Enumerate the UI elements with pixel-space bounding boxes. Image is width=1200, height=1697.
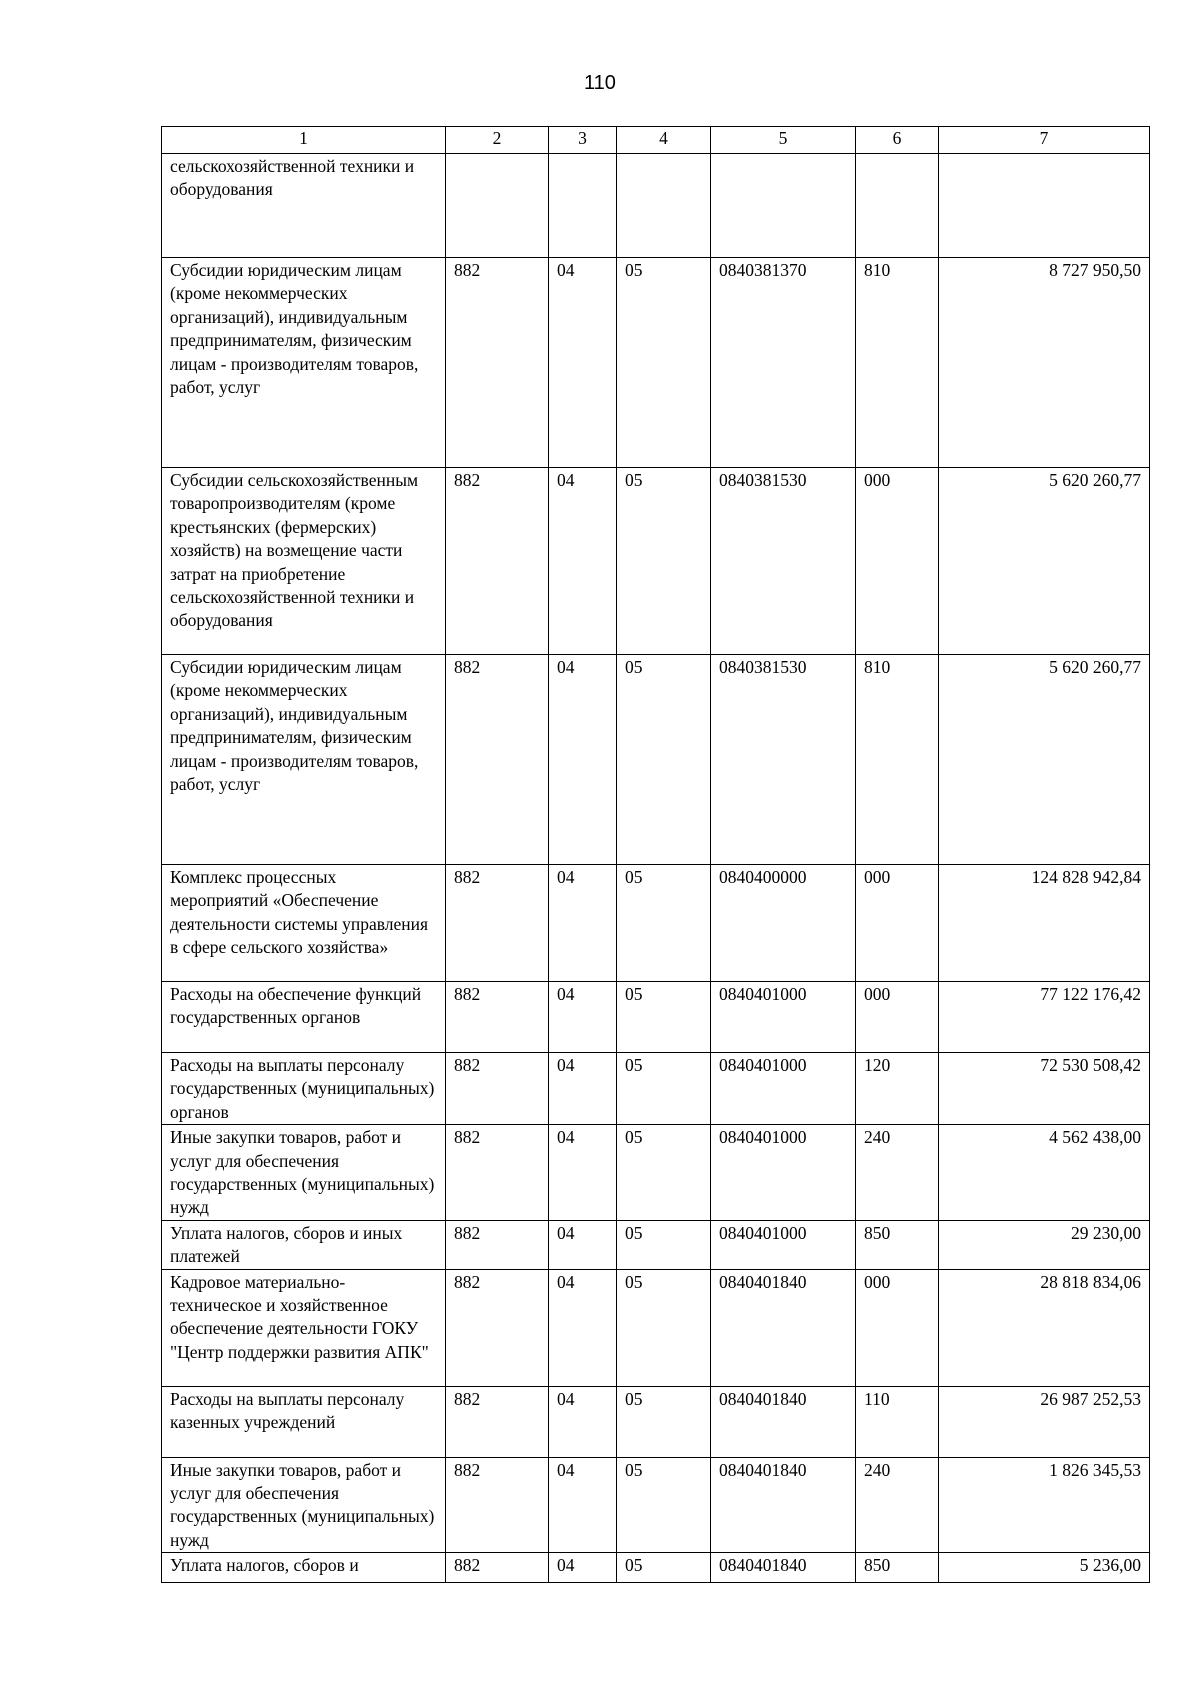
- section-code: 04: [549, 1125, 617, 1221]
- page-number: 110: [584, 72, 616, 94]
- ministry-code: 882: [446, 258, 549, 468]
- ministry-code: 882: [446, 865, 549, 982]
- subsection-code: 05: [617, 1053, 711, 1125]
- target-article-code: 0840401840: [711, 1457, 856, 1553]
- subsection-code: 05: [617, 982, 711, 1053]
- subsection-code: 05: [617, 1125, 711, 1221]
- section-code: 04: [549, 468, 617, 655]
- subsection-code: 05: [617, 1220, 711, 1269]
- ministry-code: 882: [446, 1053, 549, 1125]
- subsection-code: 05: [617, 1553, 711, 1583]
- table-row: [162, 154, 1150, 258]
- amount: 4 562 438,00: [939, 1125, 1150, 1221]
- expense-type-code: 000: [856, 1269, 939, 1386]
- table-row: [162, 1125, 1150, 1221]
- subsection-code: 05: [617, 1457, 711, 1553]
- subsection-code: 05: [617, 865, 711, 982]
- row-name: Субсидии сельскохозяйственным товаропроизводителям (кроме крестьянских (фермерских) хозяйств) на возмещение части затрат на приобретение сельскохозяйственной техники и оборудования: [162, 468, 446, 655]
- row-name: Иные закупки товаров, работ и услуг для обеспечения государственных (муниципальных) нужд: [162, 1125, 446, 1221]
- target-article-code: 0840401840: [711, 1553, 856, 1583]
- table-row: [162, 468, 1150, 655]
- row-name: Расходы на обеспечение функций государственных органов: [162, 982, 446, 1053]
- column-header: 7: [939, 127, 1150, 154]
- target-article-code: 0840381370: [711, 258, 856, 468]
- column-header: 1: [162, 127, 446, 154]
- table-row: [162, 1220, 1150, 1269]
- amount: 5 620 260,77: [939, 468, 1150, 655]
- table-header-row: [162, 127, 1150, 154]
- column-header: 5: [711, 127, 856, 154]
- section-code: 04: [549, 1386, 617, 1457]
- section-code: 04: [549, 865, 617, 982]
- ministry-code: 882: [446, 1386, 549, 1457]
- target-article-code: 0840401000: [711, 1125, 856, 1221]
- section-code: 04: [549, 1053, 617, 1125]
- ministry-code: 882: [446, 1553, 549, 1583]
- ministry-code: 882: [446, 1220, 549, 1269]
- table-row: [162, 258, 1150, 468]
- row-name: Субсидии юридическим лицам (кроме некоммерческих организаций), индивидуальным предпринимателям, физическим лицам - производителям товаров, работ, услуг: [162, 258, 446, 468]
- column-header: 6: [856, 127, 939, 154]
- section-code: 04: [549, 655, 617, 865]
- expense-type-code: 850: [856, 1220, 939, 1269]
- amount: 72 530 508,42: [939, 1053, 1150, 1125]
- column-header: 2: [446, 127, 549, 154]
- row-name: Иные закупки товаров, работ и услуг для обеспечения государственных (муниципальных) нужд: [162, 1457, 446, 1553]
- amount: 124 828 942,84: [939, 865, 1150, 982]
- expense-type-code: [856, 154, 939, 258]
- target-article-code: 0840400000: [711, 865, 856, 982]
- row-name: сельскохозяйственной техники и оборудования: [162, 154, 446, 258]
- amount: 1 826 345,53: [939, 1457, 1150, 1553]
- ministry-code: 882: [446, 655, 549, 865]
- subsection-code: 05: [617, 655, 711, 865]
- row-name: Расходы на выплаты персоналу государственных (муниципальных) органов: [162, 1053, 446, 1125]
- expense-type-code: 000: [856, 865, 939, 982]
- table-row: [162, 1053, 1150, 1125]
- row-name: Кадровое материально-техническое и хозяйственное обеспечение деятельности ГОКУ "Центр поддержки развития АПК": [162, 1269, 446, 1386]
- section-code: [549, 154, 617, 258]
- target-article-code: 0840401000: [711, 1220, 856, 1269]
- table-row: [162, 1386, 1150, 1457]
- expense-type-code: 120: [856, 1053, 939, 1125]
- expense-type-code: 850: [856, 1553, 939, 1583]
- ministry-code: 882: [446, 982, 549, 1053]
- expense-type-code: 110: [856, 1386, 939, 1457]
- section-code: 04: [549, 1269, 617, 1386]
- target-article-code: 0840401840: [711, 1386, 856, 1457]
- expense-type-code: 000: [856, 468, 939, 655]
- ministry-code: 882: [446, 1457, 549, 1553]
- expense-type-code: 810: [856, 655, 939, 865]
- amount: 5 236,00: [939, 1553, 1150, 1583]
- subsection-code: 05: [617, 468, 711, 655]
- row-name: Уплата налогов, сборов и иных платежей: [162, 1220, 446, 1269]
- table-row: [162, 1269, 1150, 1386]
- expense-type-code: 810: [856, 258, 939, 468]
- subsection-code: 05: [617, 1269, 711, 1386]
- target-article-code: 0840381530: [711, 468, 856, 655]
- target-article-code: 0840381530: [711, 655, 856, 865]
- section-code: 04: [549, 1457, 617, 1553]
- expense-type-code: 000: [856, 982, 939, 1053]
- subsection-code: 05: [617, 1386, 711, 1457]
- amount: 26 987 252,53: [939, 1386, 1150, 1457]
- ministry-code: [446, 154, 549, 258]
- budget-table: [161, 126, 1150, 1583]
- table-row: [162, 865, 1150, 982]
- column-header: 3: [549, 127, 617, 154]
- subsection-code: [617, 154, 711, 258]
- target-article-code: 0840401840: [711, 1269, 856, 1386]
- section-code: 04: [549, 1220, 617, 1269]
- ministry-code: 882: [446, 468, 549, 655]
- amount: 77 122 176,42: [939, 982, 1150, 1053]
- amount: 5 620 260,77: [939, 655, 1150, 865]
- row-name: Расходы на выплаты персоналу казенных учреждений: [162, 1386, 446, 1457]
- ministry-code: 882: [446, 1125, 549, 1221]
- row-name: Уплата налогов, сборов и: [162, 1553, 446, 1583]
- ministry-code: 882: [446, 1269, 549, 1386]
- table-row: [162, 1553, 1150, 1583]
- table-row: [162, 655, 1150, 865]
- section-code: 04: [549, 982, 617, 1053]
- expense-type-code: 240: [856, 1457, 939, 1553]
- expense-type-code: 240: [856, 1125, 939, 1221]
- section-code: 04: [549, 258, 617, 468]
- row-name: Комплекс процессных мероприятий «Обеспечение деятельности системы управления в сфере сельского хозяйства»: [162, 865, 446, 982]
- target-article-code: [711, 154, 856, 258]
- amount: 8 727 950,50: [939, 258, 1150, 468]
- column-header: 4: [617, 127, 711, 154]
- subsection-code: 05: [617, 258, 711, 468]
- amount: 28 818 834,06: [939, 1269, 1150, 1386]
- amount: 29 230,00: [939, 1220, 1150, 1269]
- row-name: Субсидии юридическим лицам (кроме некоммерческих организаций), индивидуальным предпринимателям, физическим лицам - производителям товаров, работ, услуг: [162, 655, 446, 865]
- amount: [939, 154, 1150, 258]
- target-article-code: 0840401000: [711, 1053, 856, 1125]
- table-row: [162, 982, 1150, 1053]
- section-code: 04: [549, 1553, 617, 1583]
- target-article-code: 0840401000: [711, 982, 856, 1053]
- table-row: [162, 1457, 1150, 1553]
